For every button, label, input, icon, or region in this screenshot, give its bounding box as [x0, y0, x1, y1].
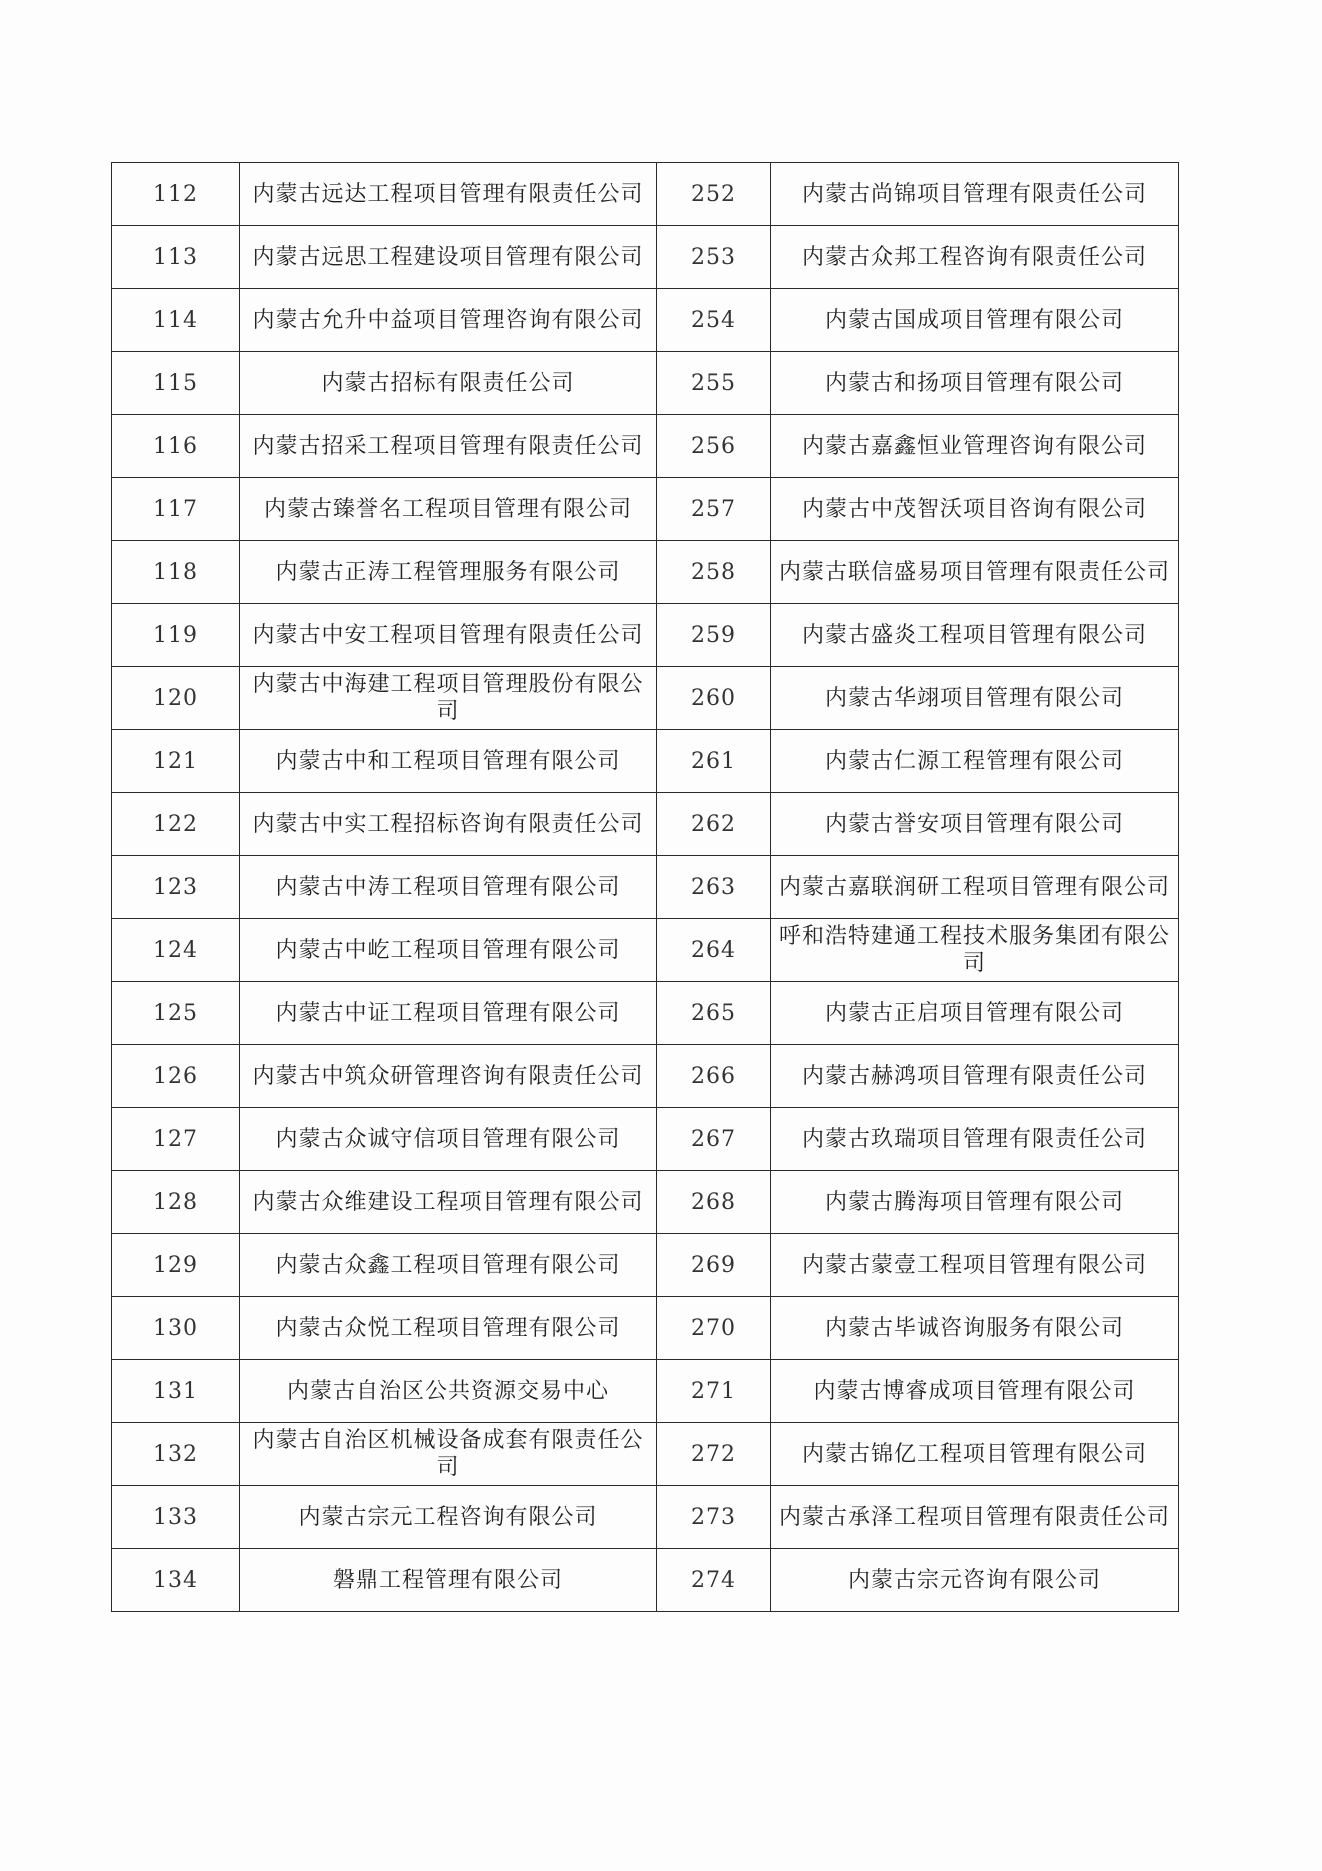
right-company-cell: 内蒙古盛炎工程项目管理有限公司: [771, 604, 1179, 667]
left-number-cell: 129: [112, 1234, 240, 1297]
right-number-cell: 256: [657, 415, 771, 478]
right-number-cell: 273: [657, 1486, 771, 1549]
table-row: [112, 1045, 1179, 1108]
right-number-cell: 268: [657, 1171, 771, 1234]
right-number-cell: 262: [657, 793, 771, 856]
right-company-cell: 内蒙古赫鸿项目管理有限责任公司: [771, 1045, 1179, 1108]
table-row: [112, 604, 1179, 667]
right-number-cell: 271: [657, 1360, 771, 1423]
left-number-cell: 117: [112, 478, 240, 541]
table-row: [112, 1234, 1179, 1297]
right-number-cell: 270: [657, 1297, 771, 1360]
right-number-cell: 258: [657, 541, 771, 604]
right-number-cell: 259: [657, 604, 771, 667]
left-number-cell: 123: [112, 856, 240, 919]
right-number-cell: 252: [657, 163, 771, 226]
left-number-cell: 131: [112, 1360, 240, 1423]
table-row: [112, 415, 1179, 478]
right-company-cell: 内蒙古国成项目管理有限公司: [771, 289, 1179, 352]
table-row: [112, 226, 1179, 289]
right-number-cell: 257: [657, 478, 771, 541]
right-company-cell: 内蒙古嘉联润研工程项目管理有限公司: [771, 856, 1179, 919]
left-company-cell: 内蒙古众鑫工程项目管理有限公司: [240, 1234, 657, 1297]
right-company-cell: 内蒙古毕诚咨询服务有限公司: [771, 1297, 1179, 1360]
right-number-cell: 253: [657, 226, 771, 289]
right-number-cell: 272: [657, 1423, 771, 1486]
left-number-cell: 122: [112, 793, 240, 856]
table-row: [112, 541, 1179, 604]
table-row: [112, 1297, 1179, 1360]
left-number-cell: 128: [112, 1171, 240, 1234]
table-row: [112, 1549, 1179, 1612]
right-number-cell: 269: [657, 1234, 771, 1297]
right-company-cell: 内蒙古正启项目管理有限公司: [771, 982, 1179, 1045]
left-company-cell: 内蒙古允升中益项目管理咨询有限公司: [240, 289, 657, 352]
left-number-cell: 132: [112, 1423, 240, 1486]
left-company-cell: 内蒙古中安工程项目管理有限责任公司: [240, 604, 657, 667]
left-number-cell: 124: [112, 919, 240, 982]
right-number-cell: 266: [657, 1045, 771, 1108]
left-company-cell: 内蒙古众诚守信项目管理有限公司: [240, 1108, 657, 1171]
right-number-cell: 265: [657, 982, 771, 1045]
table-row: [112, 1360, 1179, 1423]
left-company-cell: 内蒙古中海建工程项目管理股份有限公司: [240, 667, 657, 730]
table-row: [112, 793, 1179, 856]
left-number-cell: 134: [112, 1549, 240, 1612]
left-number-cell: 113: [112, 226, 240, 289]
table-row: [112, 1423, 1179, 1486]
right-number-cell: 264: [657, 919, 771, 982]
left-company-cell: 内蒙古中和工程项目管理有限公司: [240, 730, 657, 793]
left-company-cell: 内蒙古自治区机械设备成套有限责任公司: [240, 1423, 657, 1486]
left-company-cell: 内蒙古正涛工程管理服务有限公司: [240, 541, 657, 604]
right-company-cell: 内蒙古腾海项目管理有限公司: [771, 1171, 1179, 1234]
left-company-cell: 内蒙古招采工程项目管理有限责任公司: [240, 415, 657, 478]
right-number-cell: 261: [657, 730, 771, 793]
right-company-cell: 内蒙古玖瑞项目管理有限责任公司: [771, 1108, 1179, 1171]
table-body: [112, 163, 1179, 1612]
right-number-cell: 274: [657, 1549, 771, 1612]
right-company-cell: 内蒙古联信盛易项目管理有限责任公司: [771, 541, 1179, 604]
right-number-cell: 263: [657, 856, 771, 919]
left-number-cell: 114: [112, 289, 240, 352]
left-company-cell: 内蒙古臻誉名工程项目管理有限公司: [240, 478, 657, 541]
table-row: [112, 163, 1179, 226]
left-company-cell: 内蒙古中筑众研管理咨询有限责任公司: [240, 1045, 657, 1108]
table-row: [112, 1108, 1179, 1171]
right-company-cell: 内蒙古嘉鑫恒业管理咨询有限公司: [771, 415, 1179, 478]
right-company-cell: 内蒙古誉安项目管理有限公司: [771, 793, 1179, 856]
right-company-cell: 内蒙古承泽工程项目管理有限责任公司: [771, 1486, 1179, 1549]
table-row: [112, 730, 1179, 793]
left-company-cell: 内蒙古众维建设工程项目管理有限公司: [240, 1171, 657, 1234]
right-number-cell: 254: [657, 289, 771, 352]
right-company-cell: 内蒙古众邦工程咨询有限责任公司: [771, 226, 1179, 289]
right-company-cell: 内蒙古宗元咨询有限公司: [771, 1549, 1179, 1612]
left-number-cell: 112: [112, 163, 240, 226]
table-row: [112, 478, 1179, 541]
table-row: [112, 667, 1179, 730]
left-number-cell: 119: [112, 604, 240, 667]
left-number-cell: 125: [112, 982, 240, 1045]
left-number-cell: 120: [112, 667, 240, 730]
table-row: [112, 856, 1179, 919]
table-row: [112, 919, 1179, 982]
right-company-cell: 呼和浩特建通工程技术服务集团有限公司: [771, 919, 1179, 982]
right-company-cell: 内蒙古锦亿工程项目管理有限公司: [771, 1423, 1179, 1486]
right-number-cell: 260: [657, 667, 771, 730]
table-row: [112, 289, 1179, 352]
right-company-cell: 内蒙古和扬项目管理有限公司: [771, 352, 1179, 415]
left-company-cell: 内蒙古宗元工程咨询有限公司: [240, 1486, 657, 1549]
left-number-cell: 121: [112, 730, 240, 793]
left-company-cell: 内蒙古中屹工程项目管理有限公司: [240, 919, 657, 982]
company-list-table: [111, 162, 1179, 1612]
left-number-cell: 130: [112, 1297, 240, 1360]
right-company-cell: 内蒙古博睿成项目管理有限公司: [771, 1360, 1179, 1423]
left-number-cell: 118: [112, 541, 240, 604]
right-company-cell: 内蒙古中茂智沃项目咨询有限公司: [771, 478, 1179, 541]
right-company-cell: 内蒙古仁源工程管理有限公司: [771, 730, 1179, 793]
right-company-cell: 内蒙古蒙壹工程项目管理有限公司: [771, 1234, 1179, 1297]
left-number-cell: 127: [112, 1108, 240, 1171]
left-company-cell: 内蒙古中实工程招标咨询有限责任公司: [240, 793, 657, 856]
table-row: [112, 982, 1179, 1045]
left-company-cell: 磐鼎工程管理有限公司: [240, 1549, 657, 1612]
left-number-cell: 116: [112, 415, 240, 478]
left-company-cell: 内蒙古自治区公共资源交易中心: [240, 1360, 657, 1423]
left-company-cell: 内蒙古远达工程项目管理有限责任公司: [240, 163, 657, 226]
table-row: [112, 1486, 1179, 1549]
left-number-cell: 115: [112, 352, 240, 415]
left-number-cell: 133: [112, 1486, 240, 1549]
right-company-cell: 内蒙古华翊项目管理有限公司: [771, 667, 1179, 730]
table-row: [112, 1171, 1179, 1234]
table-row: [112, 352, 1179, 415]
left-company-cell: 内蒙古招标有限责任公司: [240, 352, 657, 415]
right-number-cell: 267: [657, 1108, 771, 1171]
left-company-cell: 内蒙古远思工程建设项目管理有限公司: [240, 226, 657, 289]
right-number-cell: 255: [657, 352, 771, 415]
left-company-cell: 内蒙古众悦工程项目管理有限公司: [240, 1297, 657, 1360]
left-company-cell: 内蒙古中证工程项目管理有限公司: [240, 982, 657, 1045]
right-company-cell: 内蒙古尚锦项目管理有限责任公司: [771, 163, 1179, 226]
left-number-cell: 126: [112, 1045, 240, 1108]
left-company-cell: 内蒙古中涛工程项目管理有限公司: [240, 856, 657, 919]
